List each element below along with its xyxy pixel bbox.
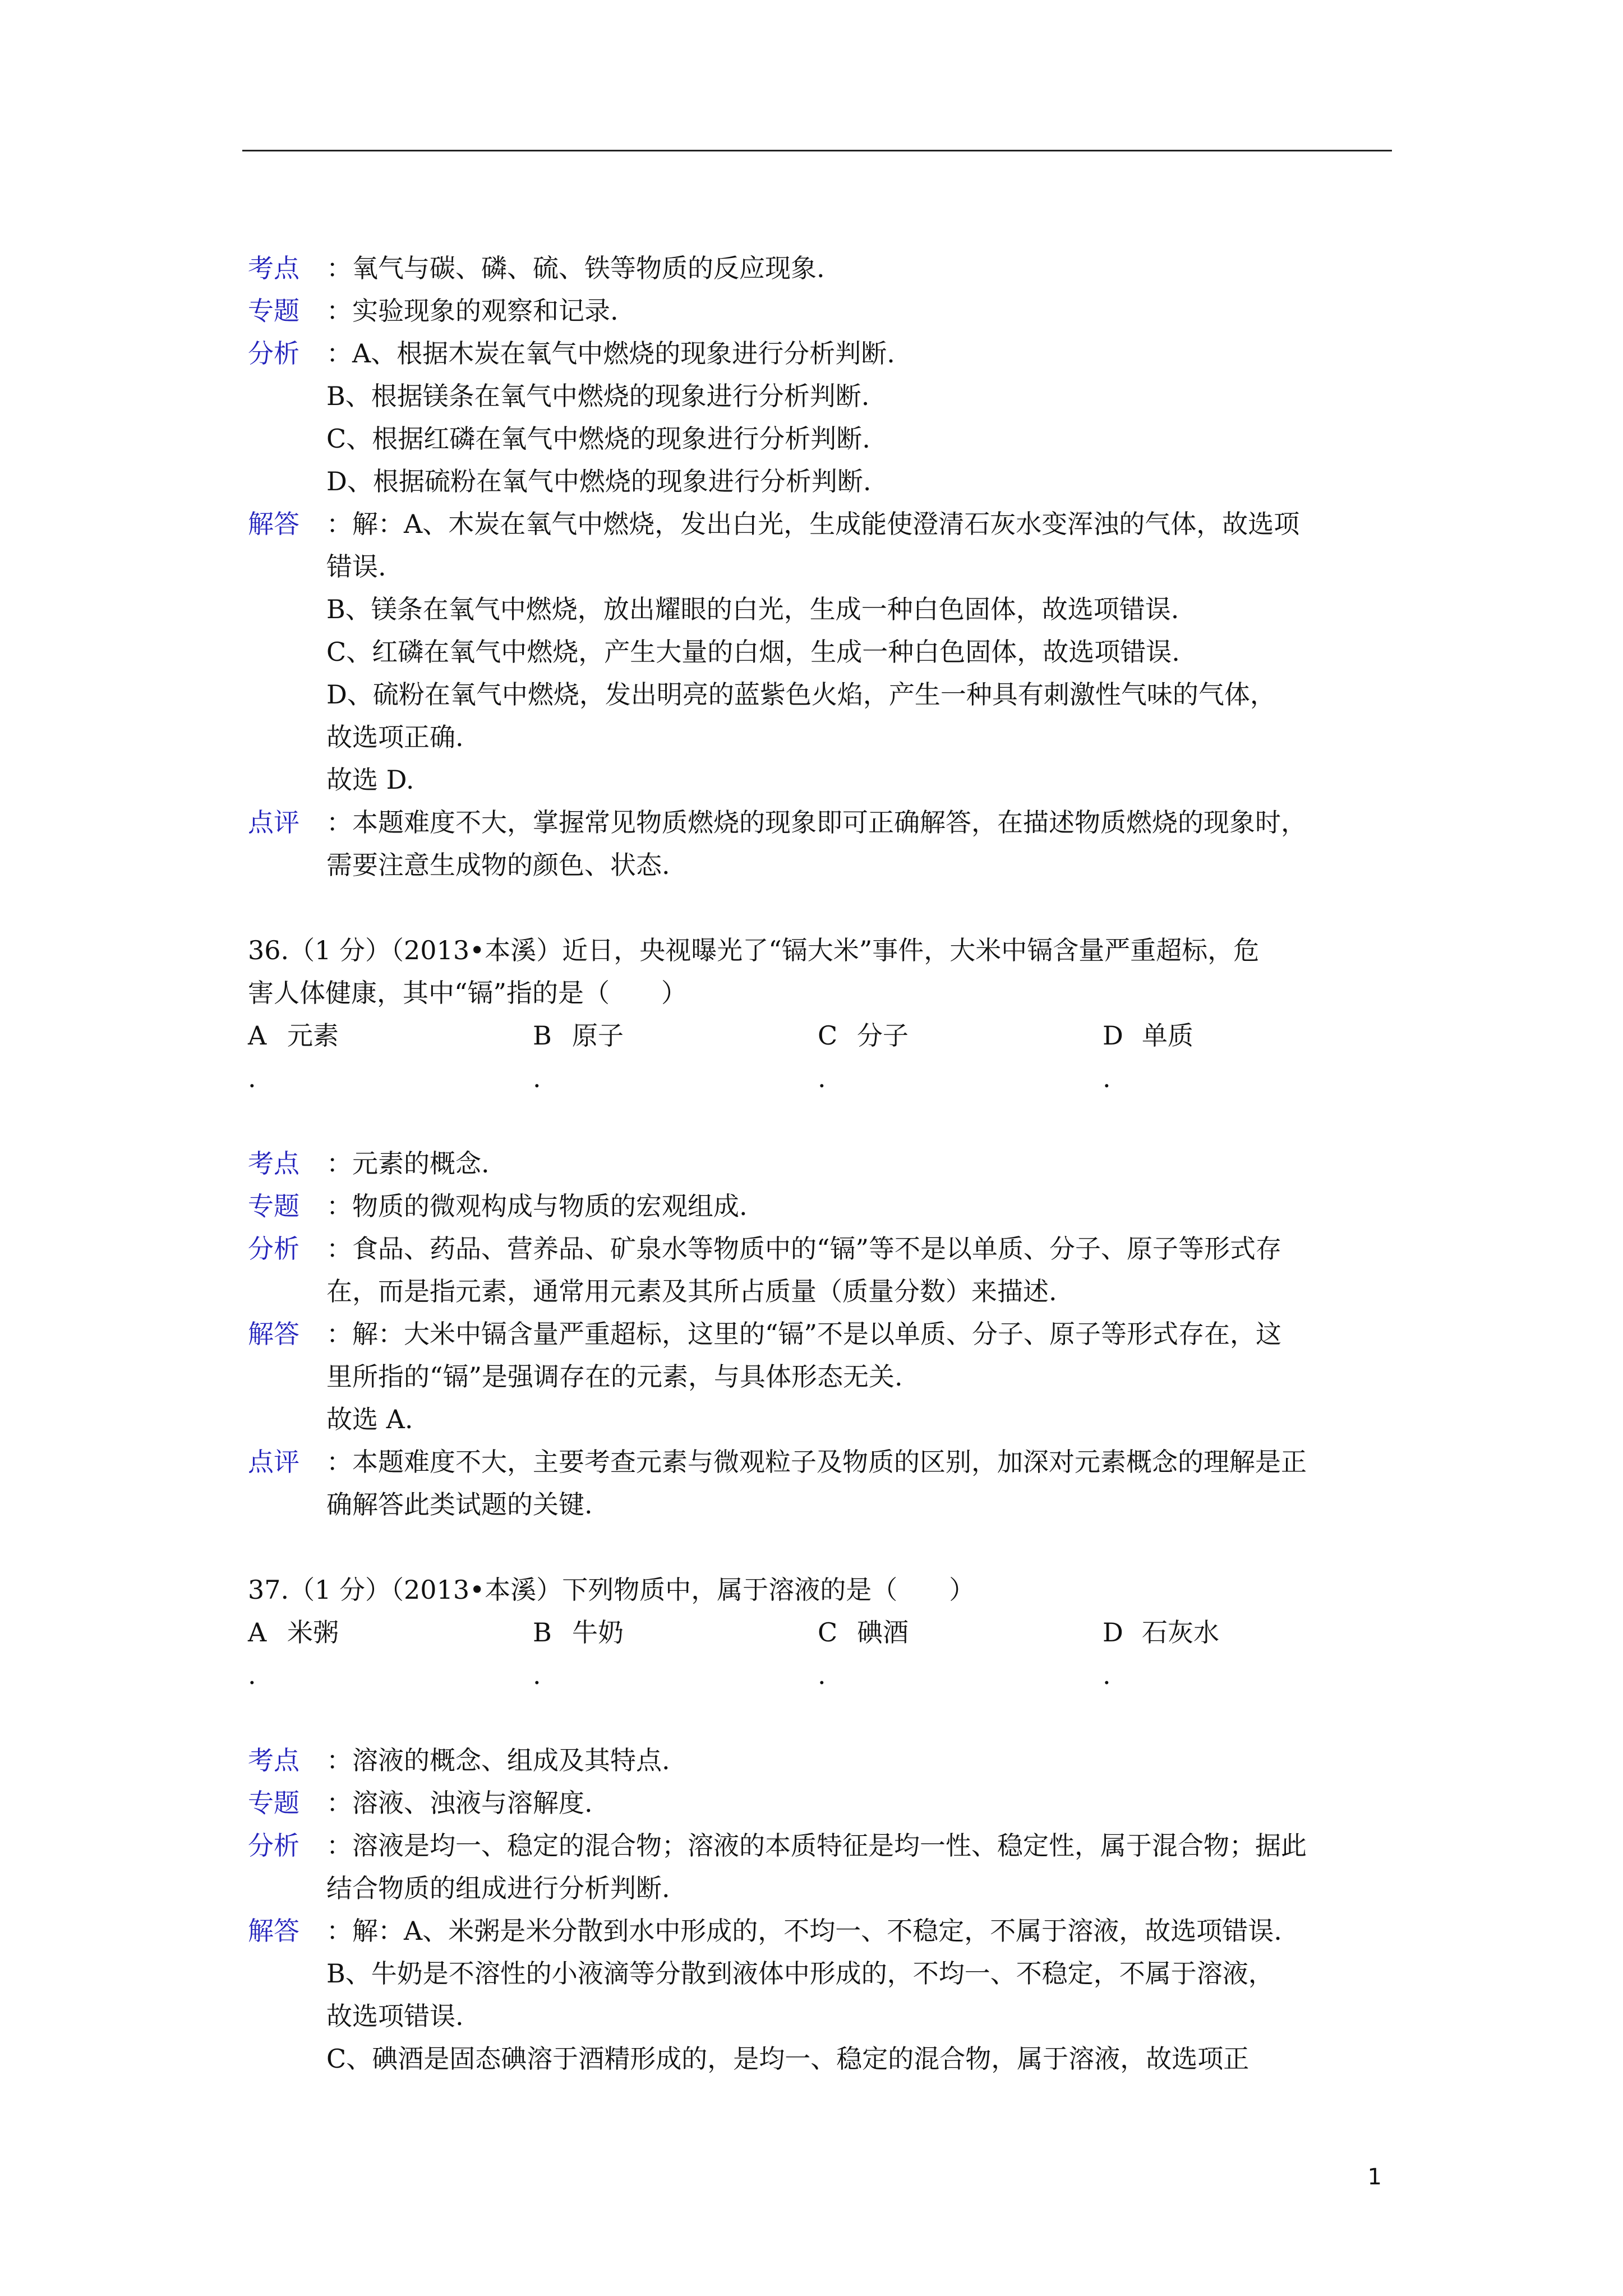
fenxi-line: B、根据镁条在氧气中燃烧的现象进行分析判断. xyxy=(326,381,870,411)
zhuanti-label: 专题 xyxy=(248,1788,299,1818)
header-rule xyxy=(242,150,1392,151)
jieda-line: C、红磷在氧气中燃烧，产生大量的白烟，生成一种白色固体，故选项错误. xyxy=(326,637,1180,667)
dianping-line xyxy=(248,1441,1398,1483)
fenxi-label: 分析 xyxy=(248,1234,299,1264)
kaodian-line xyxy=(248,247,1398,289)
jieda-text: ：解：A、米粥是米分散到水中形成的，不均一、不稳定，不属于溶液，故选项错误. xyxy=(326,1916,1282,1946)
kaodian-label: 考点 xyxy=(248,253,299,283)
dianping-label: 点评 xyxy=(248,1447,299,1477)
jieda-line xyxy=(248,1313,1398,1355)
choice-a[interactable]: A 元素 xyxy=(248,1020,339,1051)
jieda-line: C、碘酒是固态碘溶于酒精形成的，是均一、稳定的混合物，属于溶液，故选项正 xyxy=(326,2044,1249,2074)
kaodian-text: ：氧气与碳、磷、硫、铁等物质的反应现象. xyxy=(326,253,825,283)
fenxi-text: ：A、根据木炭在氧气中燃烧的现象进行分析判断. xyxy=(326,338,895,369)
jieda-line: B、牛奶是不溶性的小液滴等分散到液体中形成的，不均一、不稳定，不属于溶液， xyxy=(326,1958,1274,1989)
fenxi-line xyxy=(248,1227,1398,1270)
jieda-line: 故选项正确. xyxy=(326,722,464,752)
choice-b[interactable]: B 牛奶 xyxy=(533,1617,624,1648)
zhuanti-label: 专题 xyxy=(248,1191,299,1221)
jieda-line: 错误. xyxy=(326,551,386,582)
zhuanti-label: 专题 xyxy=(248,296,299,326)
question-36-line: 36.（1 分）（2013•本溪）近日，央视曝光了“镉大米”事件，大米中镉含量严重超标，危 xyxy=(248,935,1260,965)
choice-c[interactable]: C 碘酒 xyxy=(818,1617,909,1648)
zhuanti-line xyxy=(248,289,1398,332)
dianping-line: 确解答此类试题的关键. xyxy=(326,1489,593,1520)
jieda-line: 故选 D. xyxy=(326,765,414,795)
dianping-label: 点评 xyxy=(248,807,299,838)
fenxi-line xyxy=(248,332,1398,375)
jieda-label: 解答 xyxy=(248,1916,299,1946)
choice-d[interactable]: D 石灰水 xyxy=(1103,1617,1219,1648)
fenxi-label: 分析 xyxy=(248,338,299,369)
fenxi-text: ：溶液是均一、稳定的混合物；溶液的本质特征是均一性、稳定性，属于混合物；据此 xyxy=(326,1830,1307,1861)
kaodian-line xyxy=(248,1739,1398,1782)
dianping-line xyxy=(248,801,1398,844)
jieda-line: 里所指的“镉”是强调存在的元素，与具体形态无关. xyxy=(326,1361,903,1392)
zhuanti-text: ：溶液、浊液与溶解度. xyxy=(326,1788,593,1818)
jieda-line: 故选项错误. xyxy=(326,2001,464,2031)
zhuanti-text: ：物质的微观构成与物质的宏观组成. xyxy=(326,1191,748,1221)
kaodian-label: 考点 xyxy=(248,1148,299,1179)
zhuanti-line xyxy=(248,1185,1398,1227)
choice-dots-36: . . . . xyxy=(248,1063,1111,1093)
fenxi-line: 在，而是指元素，通常用元素及其所占质量（质量分数）来描述. xyxy=(326,1276,1057,1306)
fenxi-line xyxy=(248,1824,1398,1867)
choices-37 xyxy=(248,1611,1398,1654)
fenxi-label: 分析 xyxy=(248,1830,299,1861)
jieda-label: 解答 xyxy=(248,1319,299,1349)
choices-36 xyxy=(248,1014,1398,1057)
page-number: 1 xyxy=(1367,2164,1382,2190)
kaodian-text: ：溶液的概念、组成及其特点. xyxy=(326,1745,670,1775)
fenxi-line: D、根据硫粉在氧气中燃烧的现象进行分析判断. xyxy=(326,466,872,496)
choice-b[interactable]: B 原子 xyxy=(533,1020,624,1051)
jieda-line: D、硫粉在氧气中燃烧，发出明亮的蓝紫色火焰，产生一种具有刺激性气味的气体， xyxy=(326,679,1276,710)
question-36-line: 害人体健康，其中“镉”指的是（ ） xyxy=(248,978,688,1008)
dianping-line: 需要注意生成物的颜色、状态. xyxy=(326,850,670,880)
jieda-line xyxy=(248,503,1398,545)
zhuanti-line xyxy=(248,1782,1398,1824)
choice-d[interactable]: D 单质 xyxy=(1103,1020,1193,1051)
jieda-text: ：解：A、木炭在氧气中燃烧，发出白光，生成能使澄清石灰水变浑浊的气体，故选项 xyxy=(326,509,1300,539)
choice-c[interactable]: C 分子 xyxy=(818,1020,909,1051)
jieda-line: 故选 A. xyxy=(326,1404,413,1434)
question-37-line: 37.（1 分）（2013•本溪）下列物质中，属于溶液的是（ ） xyxy=(248,1575,975,1605)
jieda-label: 解答 xyxy=(248,509,299,539)
dianping-text: ：本题难度不大，掌握常见物质燃烧的现象即可正确解答，在描述物质燃烧的现象时， xyxy=(326,807,1307,838)
jieda-line: B、镁条在氧气中燃烧，放出耀眼的白光，生成一种白色固体，故选项错误. xyxy=(326,594,1179,624)
fenxi-text: ：食品、药品、营养品、矿泉水等物质中的“镉”等不是以单质、分子、原子等形式存 xyxy=(326,1234,1282,1264)
choice-dots-37: . . . . xyxy=(248,1660,1111,1690)
kaodian-label: 考点 xyxy=(248,1745,299,1775)
dianping-text: ：本题难度不大，主要考查元素与微观粒子及物质的区别，加深对元素概念的理解是正 xyxy=(326,1447,1307,1477)
kaodian-line xyxy=(248,1142,1398,1185)
zhuanti-text: ：实验现象的观察和记录. xyxy=(326,296,619,326)
kaodian-text: ：元素的概念. xyxy=(326,1148,490,1179)
jieda-line xyxy=(248,1910,1398,1952)
document-content xyxy=(248,247,1398,2080)
jieda-text: ：解：大米中镉含量严重超标，这里的“镉”不是以单质、分子、原子等形式存在，这 xyxy=(326,1319,1282,1349)
choice-a[interactable]: A 米粥 xyxy=(248,1617,339,1648)
fenxi-line: C、根据红磷在氧气中燃烧的现象进行分析判断. xyxy=(326,424,870,454)
fenxi-line: 结合物质的组成进行分析判断. xyxy=(326,1873,670,1903)
